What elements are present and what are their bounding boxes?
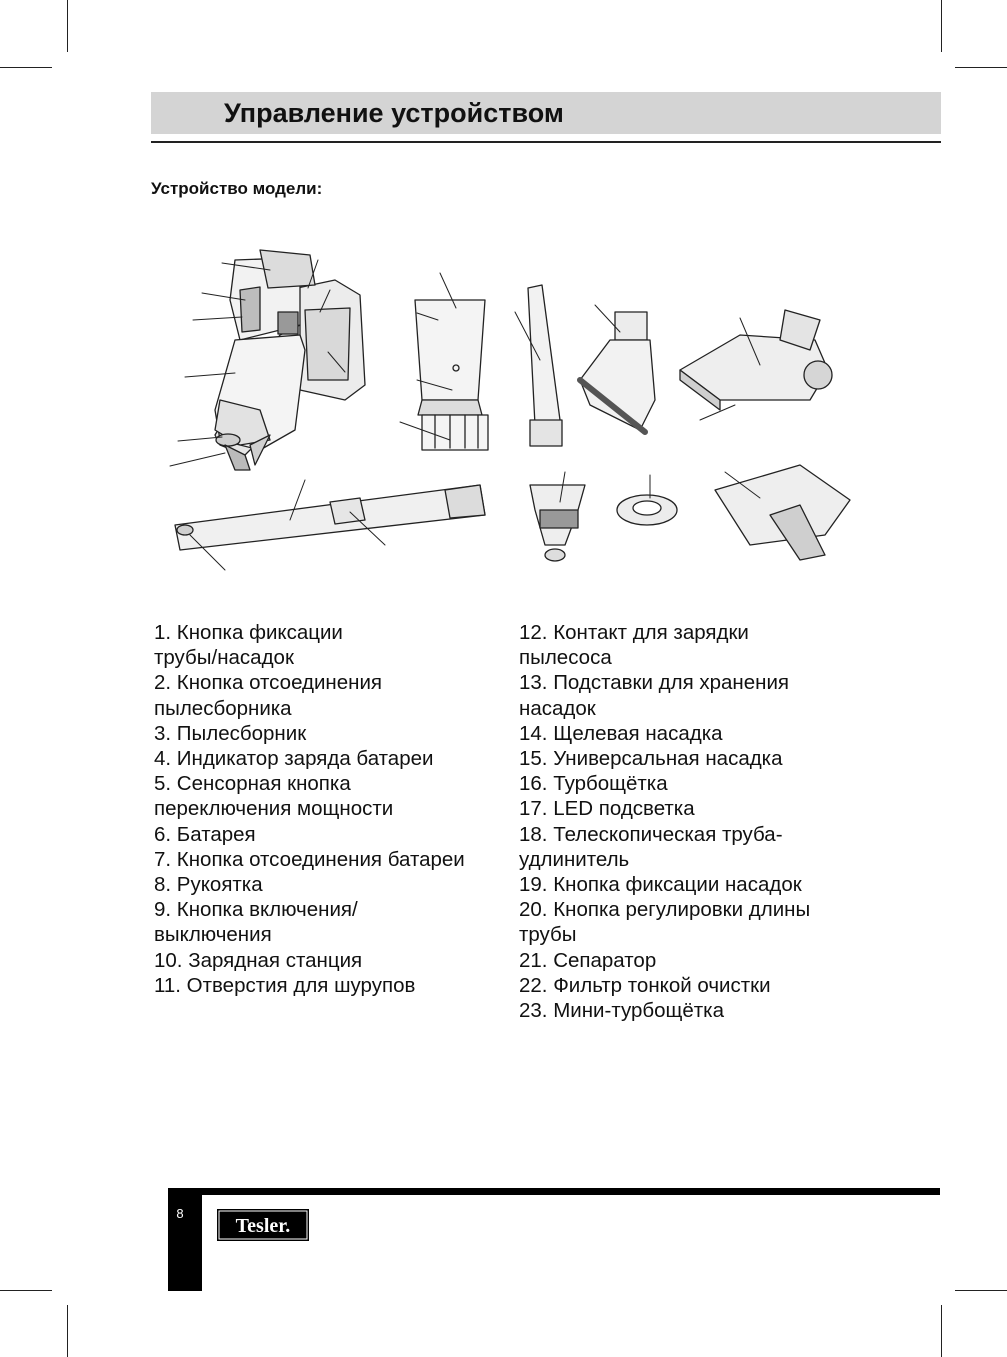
crevice-tool <box>515 285 562 446</box>
crop-mark <box>67 1305 68 1357</box>
list-item: 3. Пылесборник <box>154 721 307 745</box>
header-rule <box>151 141 941 143</box>
footer-band <box>168 1188 940 1195</box>
crop-mark <box>0 67 52 68</box>
list-item: 11. Отверстия для шурупов <box>154 973 416 997</box>
list-item: пылесборника <box>154 696 292 720</box>
tesler-logo <box>217 1209 309 1241</box>
list-item: 12. Контакт для зарядки <box>519 621 749 644</box>
list-item: 6. Батарея <box>154 822 256 846</box>
parts-list-right <box>519 620 849 1023</box>
list-item: 17. LED подсветка <box>519 797 695 821</box>
page-number: 8 <box>176 1206 184 1221</box>
list-item: 22. Фильтр тонкой очистки <box>519 973 771 997</box>
crop-mark <box>0 1290 52 1291</box>
list-item: переключения мощности <box>154 797 394 821</box>
separator <box>530 472 585 561</box>
vacuum-main-unit <box>215 250 365 470</box>
crop-mark <box>955 1290 1007 1291</box>
dusting-brush <box>580 305 655 432</box>
section-subtitle: Устройство модели: <box>151 179 323 198</box>
list-item: 13. Подставки для хранения <box>519 671 790 695</box>
turbo-brush <box>680 310 832 420</box>
list-item: 19. Кнопка фиксации насадок <box>519 873 802 897</box>
device-diagram <box>160 240 860 580</box>
list-item: трубы <box>519 923 577 947</box>
list-item: 21. Сепаратор <box>519 948 657 972</box>
list-item: 8. Рукоятка <box>154 873 263 897</box>
list-item: 1. Кнопка фиксации <box>154 621 343 644</box>
list-item: 10. Зарядная станция <box>154 948 363 972</box>
list-item: 15. Универсальная насадка <box>519 747 783 771</box>
list-item: 23. Мини-турбощётка <box>519 999 724 1023</box>
list-item: 9. Кнопка включения/ <box>154 898 358 922</box>
list-item: 18. Телескопическая труба- <box>519 822 783 846</box>
list-item: 2. Кнопка отсоединения <box>154 671 383 695</box>
list-item: 4. Индикатор заряда батареи <box>154 747 434 771</box>
list-item: 20. Кнопка регулировки длины <box>519 898 811 922</box>
nozzle-holder <box>400 273 488 450</box>
list-item: 5. Сенсорная кнопка <box>154 772 351 796</box>
crop-mark <box>955 67 1007 68</box>
list-item: 16. Турбощётка <box>519 772 668 796</box>
list-item: 14. Щелевая насадка <box>519 721 723 745</box>
list-item: пылесоса <box>519 646 612 670</box>
telescopic-tube <box>175 480 485 570</box>
crop-mark <box>67 0 68 52</box>
crop-mark <box>941 1305 942 1357</box>
parts-list-left <box>154 620 504 998</box>
crop-mark <box>941 0 942 52</box>
logo-text: Tesler. <box>235 1215 291 1237</box>
list-item: удлинитель <box>519 847 630 871</box>
list-item: 7. Кнопка отсоединения батареи <box>154 847 465 871</box>
list-item: трубы/насадок <box>154 646 294 670</box>
page-title: Управление устройством <box>224 98 564 128</box>
mini-turbo-brush <box>715 465 850 560</box>
list-item: насадок <box>519 696 596 720</box>
fine-filter <box>617 475 677 525</box>
footer-tab <box>168 1188 202 1291</box>
list-item: выключения <box>154 923 272 947</box>
